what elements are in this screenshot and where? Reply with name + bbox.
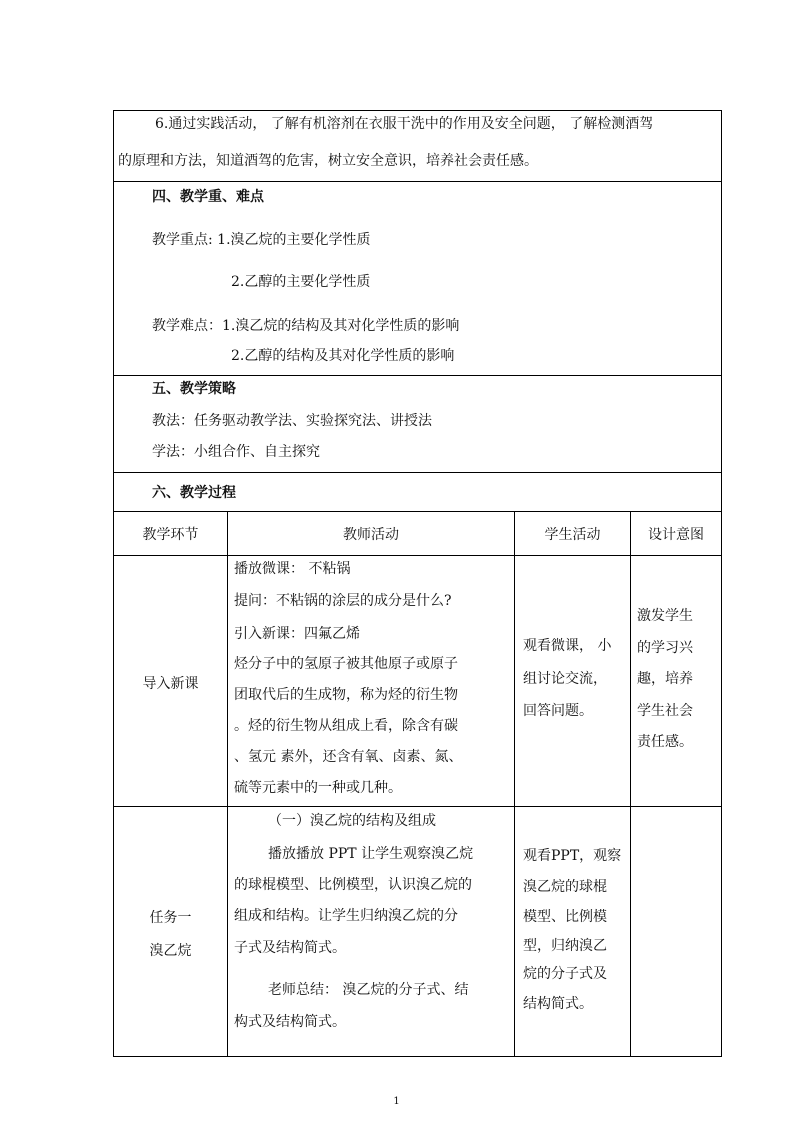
col-divider-2 [514,511,515,1057]
section-title-key-points: 四、教学重、难点 [152,189,264,205]
header-stage: 教学环节 [142,527,199,543]
intro-intent-line: 激发学生 [637,608,693,624]
intro-teacher-line: 硫等元素中的一种或几种。 [234,780,402,796]
task1-student-line: 模型、比例模 [523,909,607,925]
page-number: 1 [393,1096,400,1107]
difficult-point-2: 2.乙醇的结构及其对化学性质的影响 [231,348,455,364]
intro-student-line: 观看微课， 小 [523,638,612,654]
intro-teacher-line: 引入新课：四氟乙烯 [234,626,360,642]
intro-intent-line: 的学习兴 [637,640,693,656]
row-divider-section5 [113,472,722,473]
stage-intro: 导入新课 [142,676,199,692]
task1-teacher-line: 老师总结： 溴乙烷的分子式、结 [268,982,469,998]
task1-student-line: 溴乙烷的球棍 [523,879,607,895]
task1-student-line: 型，归纳溴乙 [523,938,607,954]
task1-student-line: 观看PPT，观察 [523,848,622,864]
objective-6-line1: 6.通过实践活动， 了解有机溶剂在衣服干洗中的作用及安全问题， 了解检测酒驾 [155,116,654,132]
col-divider-1 [227,511,228,1057]
intro-teacher-line: 播放微课： 不粘锅 [234,561,351,577]
difficult-point-1: 教学难点：1.溴乙烷的结构及其对化学性质的影响 [152,318,460,334]
learning-method: 学法：小组合作、自主探究 [152,444,320,460]
key-point-1: 教学重点: 1.溴乙烷的主要化学性质 [152,232,371,248]
intro-teacher-line: 。烃的衍生物从组成上看，除含有碳 [234,718,458,734]
intro-teacher-line: 烃分子中的氢原子被其他原子或原子 [234,656,458,672]
intro-student-line: 回答问题。 [523,703,593,719]
intro-intent-line: 学生社会 [637,703,693,719]
key-point-2: 2.乙醇的主要化学性质 [231,274,371,290]
task1-student-line: 烷的分子式及 [523,966,607,982]
header-design-intent: 设计意图 [648,527,704,543]
row-divider-section4 [113,375,722,376]
intro-teacher-line: 提问：不粘锅的涂层的成分是什么? [234,593,452,609]
col-divider-3 [630,511,631,1057]
objective-6-line2: 的原理和方法，知道酒驾的危害，树立安全意识，培养社会责任感。 [118,153,538,169]
task1-teacher-line: 组成和结构。让学生归纳溴乙烷的分 [234,908,458,924]
intro-student-line: 组讨论交流， [523,671,607,687]
intro-teacher-line: 团取代后的生成物，称为烃的衍生物 [234,687,458,703]
task1-teacher-line: 播放播放 PPT 让学生观察溴乙烷 [268,846,474,862]
task1-student-line: 结构简式。 [523,996,593,1012]
task1-teacher-line: （一）溴乙烷的结构及组成 [268,813,436,829]
table-border-top [113,110,722,111]
intro-intent-line: 责任感。 [637,734,693,750]
table-border-right [721,110,722,1057]
intro-intent-line: 趣，培养 [637,671,693,687]
section-title-process: 六、教学过程 [152,485,236,501]
stage-task1-topic: 溴乙烷 [149,943,192,959]
intro-teacher-line: 、氢元 素外，还含有氧、卤素、氮、 [234,749,463,765]
header-student-activity: 学生活动 [544,527,601,543]
teaching-method: 教法：任务驱动教学法、实验探究法、讲授法 [152,413,432,429]
section-title-strategy: 五、教学策略 [152,381,236,397]
task1-teacher-line: 构式及结构简式。 [234,1014,346,1030]
stage-task1: 任务一 [149,910,192,926]
task1-teacher-line: 的球棍模型、比例模型，认识溴乙烷的 [234,877,472,893]
row-divider-objectives [113,181,722,182]
header-teacher-activity: 教师活动 [343,527,399,543]
task1-teacher-line: 子式及结构简式。 [234,940,346,956]
